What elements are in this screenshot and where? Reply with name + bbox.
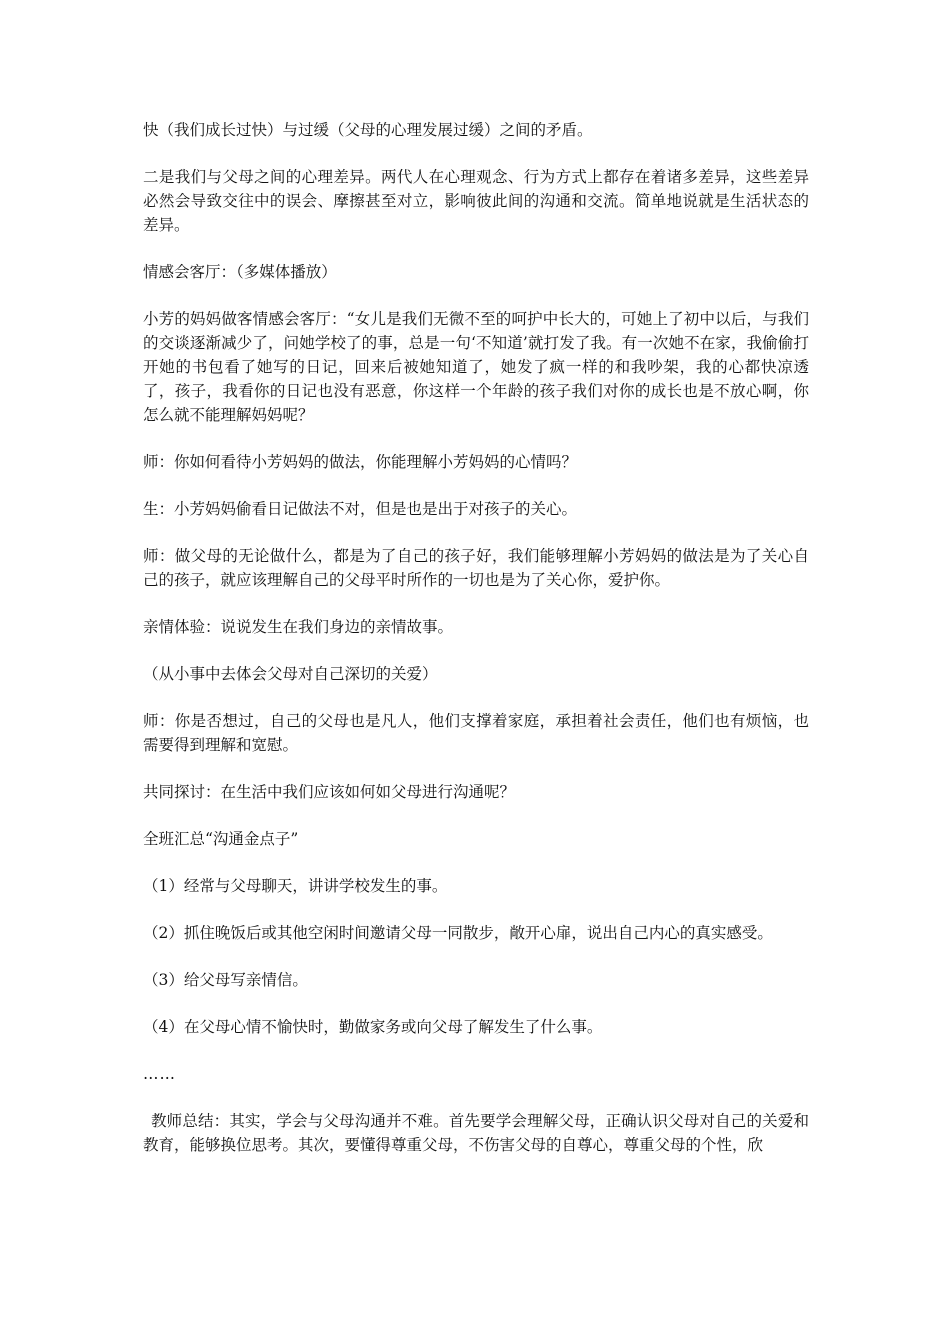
document-body [143, 118, 809, 1180]
paragraph-psychological-difference: 二是我们与父母之间的心理差异。两代人在心理观念、行为方式上都存在着诸多差异，这些差异必然会导致交往中的误会、摩擦甚至对立，影响彼此间的沟通和交流。简单地说就是生活状态的差异。 [143, 168, 809, 234]
ellipsis-marker: …… [143, 1065, 176, 1083]
list-item-tip-2: （2）抓住晚饭后或其他空闲时间邀请父母一同散步，敞开心扉，说出自己内心的真实感受。 [143, 924, 773, 942]
paragraph-class-summary-heading: 全班汇总“沟通金点子” [143, 830, 299, 848]
list-item-tip-4: （4）在父母心情不愉快时，勤做家务或向父母了解发生了什么事。 [143, 1018, 603, 1036]
paragraph-teacher-question: 师：你如何看待小芳妈妈的做法，你能理解小芳妈妈的心情吗？ [143, 453, 578, 471]
paragraph-student-answer: 生：小芳妈妈偷看日记做法不对，但是也是出于对孩子的关心。 [143, 500, 578, 518]
paragraph-teacher-comment: 师：做父母的无论做什么，都是为了自己的孩子好，我们能够理解小芳妈妈的做法是为了关心自己的孩子，就应该理解自己的父母平时所作的一切也是为了关心你，爱护你。 [143, 547, 809, 589]
paragraph-discussion-question: 共同探讨：在生活中我们应该如何如父母进行沟通呢？ [143, 783, 516, 801]
paragraph-xiaofang-mother: 小芳的妈妈做客情感会客厅：“女儿是我们无微不至的呵护中长大的，可她上了初中以后，与我们的交谈逐渐减少了，问她学校了的事，总是一句‘不知道’就打发了我。有一次她不在家，我偷偷打开她的书包看了她写的日记，回来后被她知道了，她发了疯一样的和我吵架，我的心都快凉透了，孩子，我看你的日记也没有恶意，你这样一个年龄的孩子我们对你的成长也是不放心啊，你怎么就不能理解妈妈呢？ [143, 310, 809, 424]
paragraph-teacher-summary: 教师总结：其实，学会与父母沟通并不难。首先要学会理解父母，正确认识父母对自己的关爱和教育，能够换位思考。其次，要懂得尊重父母，不伤害父母的自尊心，尊重父母的个性，欣 [143, 1112, 809, 1154]
paragraph-small-things-note: （从小事中去体会父母对自己深切的关爱） [143, 665, 438, 683]
paragraph-emotion-lounge-heading: 情感会客厅：（多媒体播放） [143, 263, 337, 281]
list-item-tip-1: （1）经常与父母聊天，讲讲学校发生的事。 [143, 877, 448, 895]
list-item-tip-3: （3）给父母写亲情信。 [143, 971, 308, 989]
paragraph-teacher-reflection: 师：你是否想过，自己的父母也是凡人，他们支撑着家庭，承担着社会责任，他们也有烦恼，也需要得到理解和宽慰。 [143, 712, 809, 754]
paragraph-contradiction: 快（我们成长过快）与过缓（父母的心理发展过缓）之间的矛盾。 [143, 121, 593, 139]
paragraph-family-experience: 亲情体验：说说发生在我们身边的亲情故事。 [143, 618, 454, 636]
